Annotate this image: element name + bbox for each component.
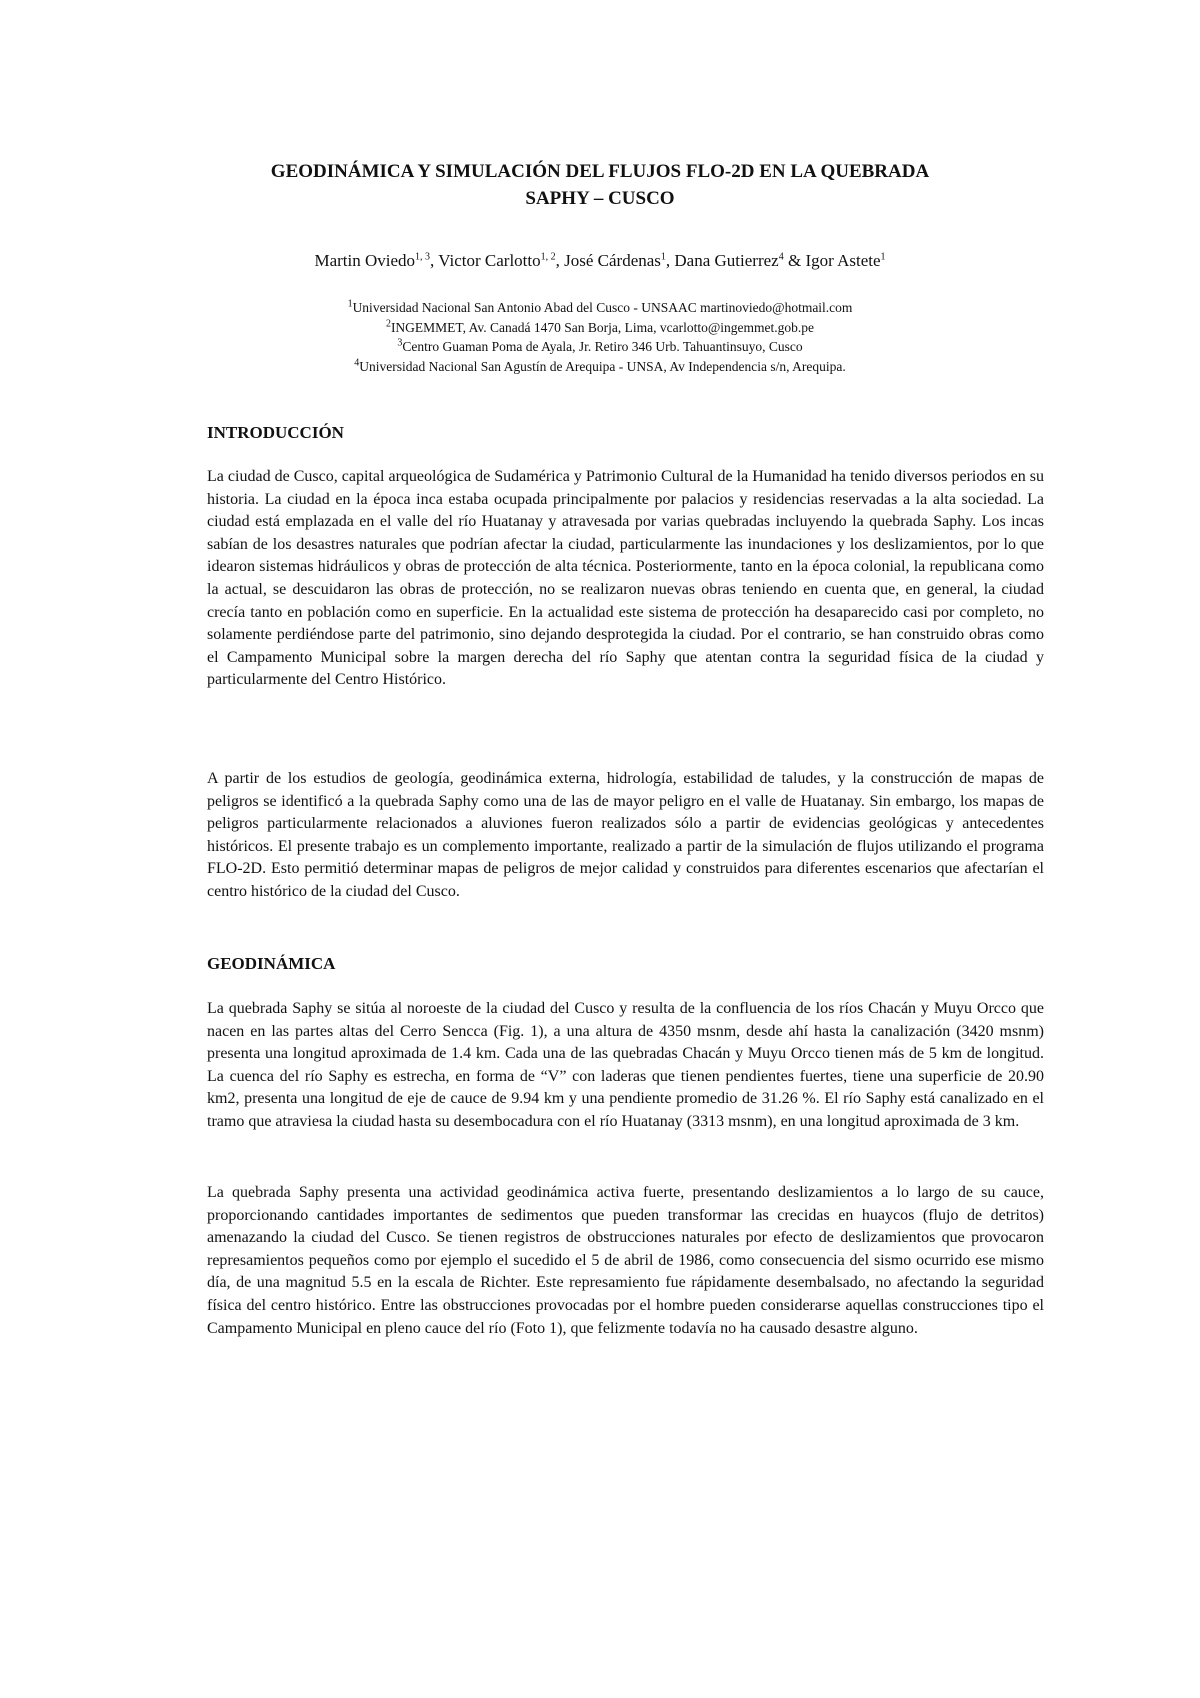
geodinamica-paragraph-2: La quebrada Saphy presenta una actividad geodinámica activa fuerte, presentando deslizamientos a lo largo de su cauce, proporcionando cantidades importantes de sedimentos que pueden transformar las crecidas en huaycos (flujo de detritos) amenazando la ciudad del Cusco. Se tienen registros de obstrucciones naturales por efecto de deslizamientos que provocaron represamientos pequeños como por ejemplo el sucedido el 5 de abril de 1986, como consecuencia del sismo ocurrido ese mismo día, de una magnitud 5.5 en la escala de Richter. Este represamiento fue rápidamente desembalsado, no afectando la seguridad física del centro histórico. Entre las obstrucciones provocadas por el hombre pueden considerarse aquellas construcciones tipo el Campamento Municipal en pleno cauce del río (Foto 1), que felizmente todavía no ha causado desastre alguno. [207,1184,1044,1337]
affiliation-list [200,298,1000,376]
intro-paragraph-2: A partir de los estudios de geología, geodinámica externa, hidrología, estabilidad de taludes, y la construcción de mapas de peligros se identificó a la quebrada Saphy como una de las de mayor peligro en el valle de Huatanay. Sin embargo, los mapas de peligros particularmente relacionados a aluviones fueron realizados sólo a partir de evidencias geológicas y antecedentes históricos. El presente trabajo es un complemento importante, realizado a partir de la simulación de flujos utilizando el programa FLO-2D. Esto permitió determinar mapas de peligros de mejor calidad y construidos para diferentes escenarios que afectarían el centro histórico de la ciudad del Cusco. [207,770,1044,900]
author-name: Igor Astete [805,251,881,270]
affiliation-text: Universidad Nacional San Agustín de Arequipa - UNSA, Av Independencia s/n, Arequipa. [359,358,846,374]
geodinamica-paragraph-1: La quebrada Saphy se sitúa al noroeste de la ciudad del Cusco y resulta de la confluencia de los ríos Chacán y Muyu Orcco que nacen en las partes altas del Cerro Sencca (Fig. 1), a una altura de 4350 msnm, desde ahí hasta la canalización (3420 msnm) presenta una longitud aproximada de 1.4 km. Cada una de las quebradas Chacán y Muyu Orcco tienen más de 5 km de longitud. La cuenca del río Saphy es estrecha, en forma de “V” con laderas que tienen pendientes fuertes, tiene una superficie de 20.90 km2, presenta una longitud de eje de cauce de 9.94 km y una pendiente promedio de 31.26 %. El río Saphy está canalizado en el tramo que atraviesa la ciudad hasta su desembocadura con el río Huatanay (3313 msnm), en una longitud aproximada de 3 km. [207,1000,1044,1130]
author-affiliation-marker: 4 [778,251,784,263]
author-affiliation-marker: 1 [660,251,666,263]
affiliation-text: INGEMMET, Av. Canadá 1470 San Borja, Lima, vcarlotto@ingemmet.gob.pe [390,319,815,335]
author-name: Victor Carlotto [438,251,541,270]
title-line-2: SAPHY – CUSCO [525,188,675,209]
author-separator: , [430,251,439,270]
affiliation-line [200,357,1000,377]
author-affiliation-marker: 1, 3 [415,251,431,263]
paper-title [200,158,1000,212]
section-heading-introduccion: INTRODUCCIÓN [207,423,344,442]
author-affiliation-marker: 1, 2 [540,251,556,263]
affiliation-line [200,337,1000,357]
affiliation-text: Centro Guaman Poma de Ayala, Jr. Retiro 346 Urb. Tahuantinsuyo, Cusco [402,339,803,354]
author-list [200,250,1000,272]
author-name: José Cárdenas [564,251,661,270]
author-name: Dana Gutierrez [674,251,779,270]
affiliation-line [200,318,1000,338]
affiliation-marker: 4 [354,357,360,368]
affiliation-marker: 3 [397,337,403,349]
author-separator: , [665,251,675,270]
affiliation-text: Universidad Nacional San Antonio Abad del Cusco - UNSAAC martinoviedo@hotmail.com [352,300,853,315]
author-name: Martin Oviedo [314,251,416,270]
title-line-1: GEODINÁMICA Y SIMULACIÓN DEL FLUJOS FLO-2D EN LA QUEBRADA [270,161,930,182]
intro-paragraph-1: La ciudad de Cusco, capital arqueológica de Sudamérica y Patrimonio Cultural de la Humanidad ha tenido diversos periodos en su historia. La ciudad en la época inca estaba ocupada principalmente por palacios y residencias reservadas a la alta sociedad. La ciudad está emplazada en el valle del río Huatanay y atravesada por varias quebradas incluyendo la quebrada Saphy. Los incas sabían de los desastres naturales que podrían afectar la ciudad, particularmente las inundaciones y los deslizamientos, por lo que idearon sistemas hidráulicos y obras de protección de alta técnica. Posteriormente, tanto en la época colonial, la republicana como la actual, se descuidaron las obras de protección, no se realizaron nuevas obras teniendo en cuenta que, en general, la ciudad crecía tanto en población como en superficie. En la actualidad este sistema de protección ha desaparecido casi por completo, no solamente perdiéndose parte del patrimonio, sino dejando desprotegida la ciudad. Por el contrario, se han construido obras como el Campamento Municipal sobre la margen derecha del río Saphy que atentan contra la seguridad física de la ciudad y particularmente del Centro Histórico. [207,468,1044,689]
affiliation-line [200,298,1000,318]
affiliation-marker: 2 [385,318,391,329]
author-separator: & [783,251,806,270]
author-affiliation-marker: 1 [880,251,886,263]
author-separator: , [555,251,565,270]
affiliation-marker: 1 [347,298,353,310]
section-heading-geodinamica: GEODINÁMICA [207,954,336,973]
